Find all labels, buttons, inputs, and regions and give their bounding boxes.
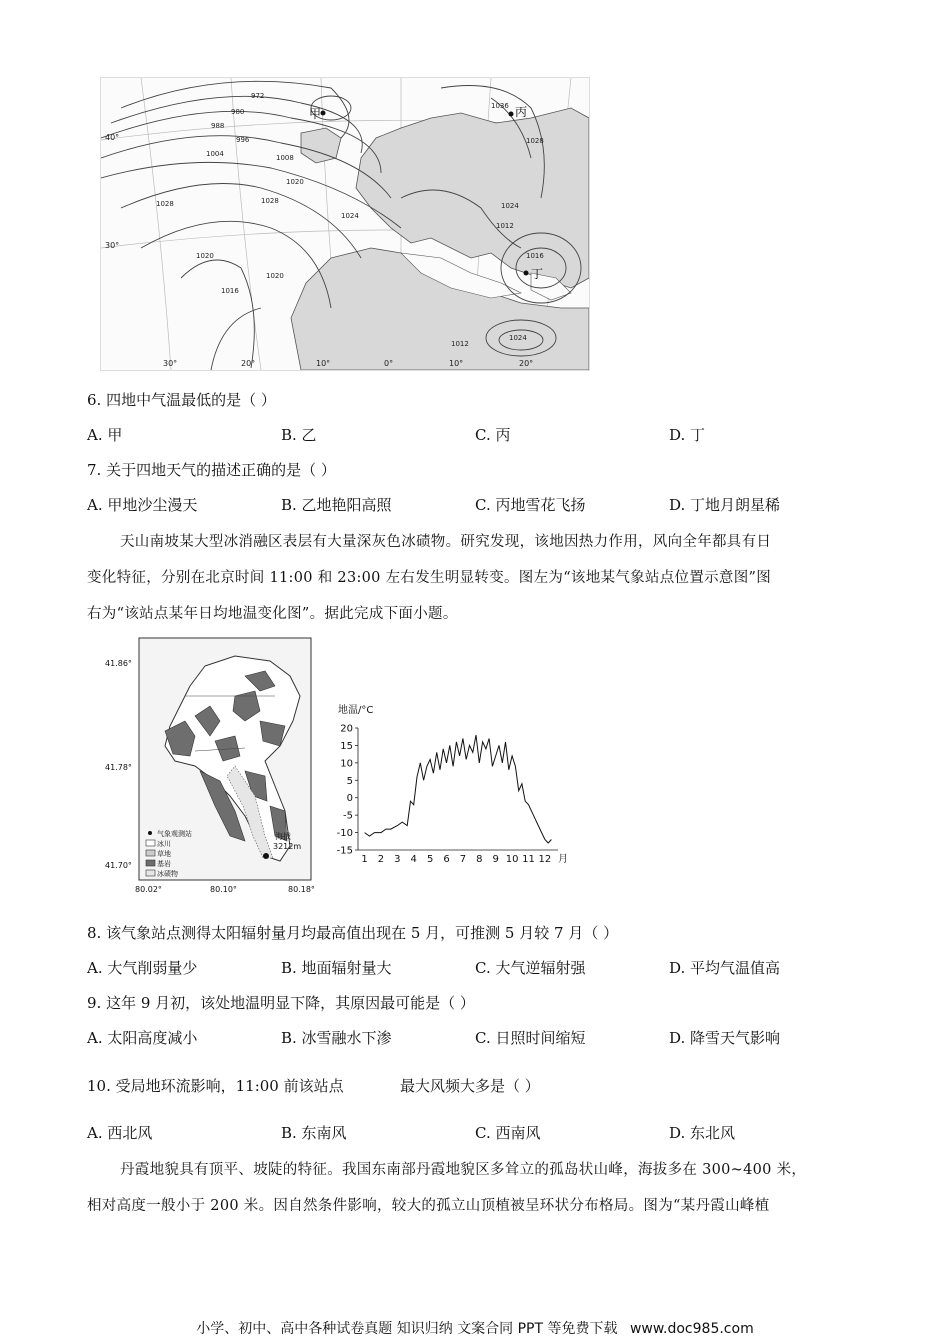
intro-paragraph-1-line-1: 天山南坡某大型冰消融区表层有大量深灰色冰碛物。研究发现，该地因热力作用，风向全年都具有日: [120, 534, 772, 550]
chart-ylabel: 地温/°C: [338, 705, 374, 716]
q9-option-b: B. 冰雪融水下渗: [281, 1029, 392, 1047]
y-tick-label: -5: [343, 810, 353, 822]
legend-bedrock-swatch: [146, 860, 155, 866]
isobar-label: 988: [211, 122, 225, 130]
q10-option-a: A. 西北风: [87, 1124, 153, 1142]
weather-map-svg: [101, 78, 589, 370]
q10-option-c: C. 西南风: [475, 1124, 541, 1142]
weather-station-marker: [263, 853, 269, 859]
question-10-stem-part-2: 最大风频大多是（ ）: [400, 1077, 540, 1095]
footer-link[interactable]: www.doc985.com: [629, 1321, 754, 1337]
isobar-label: 1020: [286, 178, 304, 186]
y-tick-label: -10: [336, 828, 353, 840]
isobar-label: 1004: [206, 150, 224, 158]
q8-option-c: C. 大气逆辐射强: [475, 959, 586, 977]
q6-option-c: C. 丙: [475, 426, 511, 444]
q8-option-b: B. 地面辐射量大: [281, 959, 392, 977]
page-footer: [0, 1318, 950, 1338]
lon-label: 20°: [519, 359, 534, 368]
q6-option-b: B. 乙: [281, 426, 317, 444]
ground-temp-chart: [330, 700, 580, 870]
isobar-label: 1012: [451, 340, 469, 348]
q10-option-d: D. 东北风: [669, 1124, 736, 1142]
x-tick-label: 8: [476, 854, 483, 865]
legend-item-glacier: 冰川: [157, 840, 171, 848]
isobar-label: 1028: [526, 137, 544, 145]
site-lat-label: 41.78°: [105, 763, 132, 772]
isobar-label: 1024: [501, 202, 519, 210]
site-lon-label: 80.10°: [210, 885, 237, 894]
y-tick-label: 20: [340, 723, 353, 735]
legend-item-moraine: 冰碛物: [157, 870, 178, 878]
isobar-label: 1020: [196, 252, 214, 260]
legend-moraine-swatch: [146, 870, 155, 876]
q9-option-a: A. 太阳高度减小: [87, 1029, 198, 1047]
q7-option-b: B. 乙地艳阳高照: [281, 496, 392, 514]
lon-label: 10°: [316, 359, 331, 368]
site-map-figure: [95, 636, 325, 898]
place-dot-bing: [509, 112, 514, 117]
isobar-label: 1020: [266, 272, 284, 280]
q10-option-b: B. 东南风: [281, 1124, 347, 1142]
x-tick-label: 6: [443, 854, 450, 865]
question-9-stem: 9. 这年 9 月初，该处地温明显下降，其原因最可能是（ ）: [87, 994, 475, 1012]
lon-label: 0°: [384, 359, 394, 368]
x-tick-label: 12: [538, 854, 552, 865]
intro-paragraph-1-line-2: 变化特征，分别在北京时间 11:00 和 23:00 左右发生明显转变。图左为“该地某气象站点位置示意图”图: [87, 570, 772, 586]
site-map-svg: [95, 636, 325, 898]
isobar-label: 1012: [496, 222, 514, 230]
isobar-label: 972: [251, 92, 265, 100]
y-tick-label: 15: [340, 740, 353, 752]
footer-text: 小学、初中、高中各种试卷真题 知识归纳 文案合同 PPT 等免费下载: [196, 1321, 618, 1337]
x-tick-label: 3: [394, 854, 401, 865]
place-dot-ding: [524, 271, 529, 276]
site-lon-label: 80.18°: [288, 885, 315, 894]
altitude-value: 3212m: [273, 842, 302, 851]
q8-option-a: A. 大气削弱量少: [87, 959, 198, 977]
q7-option-a: A. 甲地沙尘漫天: [87, 496, 198, 514]
isobar-label: 1028: [156, 200, 174, 208]
legend-glacier-swatch: [146, 840, 155, 846]
weather-map-figure: [100, 77, 590, 371]
intro-paragraph-1-line-3: 右为“该站点某年日均地温变化图”。据此完成下面小题。: [87, 606, 458, 622]
legend-grass-swatch: [146, 850, 155, 856]
legend-item-grass: 草地: [157, 850, 171, 858]
place-label-jia: 甲: [309, 107, 322, 121]
isobar-label: 1008: [276, 154, 294, 162]
site-lat-label: 41.86°: [105, 659, 132, 668]
y-tick-label: 0: [346, 793, 353, 805]
legend-item-bedrock: 基岩: [157, 860, 171, 868]
lat-label: 30°: [105, 241, 120, 250]
x-tick-label: 4: [410, 854, 417, 865]
x-tick-label: 5: [426, 854, 434, 865]
isobar-label: 1024: [509, 334, 527, 342]
y-tick-label: -15: [336, 845, 353, 857]
x-tick-label: 10: [505, 854, 519, 865]
ground-temp-chart-svg: [330, 700, 580, 870]
isobar-label: 1028: [261, 197, 279, 205]
question-7-stem: 7. 关于四地天气的描述正确的是（ ）: [87, 461, 336, 479]
place-label-ding: 丁: [531, 267, 544, 281]
x-tick-label: 1: [361, 854, 368, 865]
question-10-stem-part-1: 10. 受局地环流影响，11:00 前该站点: [87, 1077, 344, 1095]
q7-option-d: D. 丁地月朗星稀: [669, 496, 781, 514]
intro-paragraph-2-line-2: 相对高度一般小于 200 米。因自然条件影响，较大的孤立山顶植被呈环状分布格局。图为“某丹霞山峰植: [87, 1198, 770, 1214]
isobar-label: 1016: [221, 287, 239, 295]
x-tick-label: 11: [522, 854, 535, 865]
legend-station-icon: [148, 831, 152, 835]
question-6-stem: 6. 四地中气温最低的是（ ）: [87, 391, 276, 409]
lon-label: 20°: [241, 359, 256, 368]
x-tick-label: 9: [492, 854, 499, 865]
q6-option-d: D. 丁: [669, 426, 706, 444]
x-tick-label: 7: [459, 854, 467, 865]
lon-label: 30°: [163, 359, 178, 368]
q8-option-d: D. 平均气温值高: [669, 959, 781, 977]
ground-temp-series-line: [365, 735, 552, 843]
question-8-stem: 8. 该气象站点测得太阳辐射量月均最高值出现在 5 月，可推测 5 月较 7 月（ ）: [87, 924, 619, 942]
q9-option-d: D. 降雪天气影响: [669, 1029, 781, 1047]
intro-paragraph-2-line-1: 丹霞地貌具有顶平、坡陡的特征。我国东南部丹霞地貌区多耸立的孤岛状山峰，海拔多在 300~400 米，: [120, 1162, 807, 1178]
legend-item-station: 气象观测站: [157, 830, 192, 838]
lon-label: 10°: [449, 359, 464, 368]
q9-option-c: C. 日照时间缩短: [475, 1029, 586, 1047]
isobar-label: 1036: [491, 102, 509, 110]
y-tick-label: 10: [340, 758, 353, 770]
isobar-label: 996: [236, 136, 250, 144]
isobar-label: 980: [231, 108, 245, 116]
isobar-label: 1016: [526, 252, 544, 260]
isobar-label: 1024: [341, 212, 359, 220]
site-lon-label: 80.02°: [135, 885, 162, 894]
lat-label: 40°: [105, 133, 120, 142]
chart-xlabel: 月: [558, 854, 568, 865]
x-tick-label: 2: [377, 854, 385, 865]
y-tick-label: 5: [346, 775, 353, 787]
site-lat-label: 41.70°: [105, 861, 132, 870]
altitude-label: 海拔: [275, 832, 291, 841]
place-dot-jia: [321, 111, 326, 116]
place-label-bing: 丙: [515, 105, 528, 119]
q7-option-c: C. 丙地雪花飞扬: [475, 496, 586, 514]
q6-option-a: A. 甲: [87, 426, 123, 444]
